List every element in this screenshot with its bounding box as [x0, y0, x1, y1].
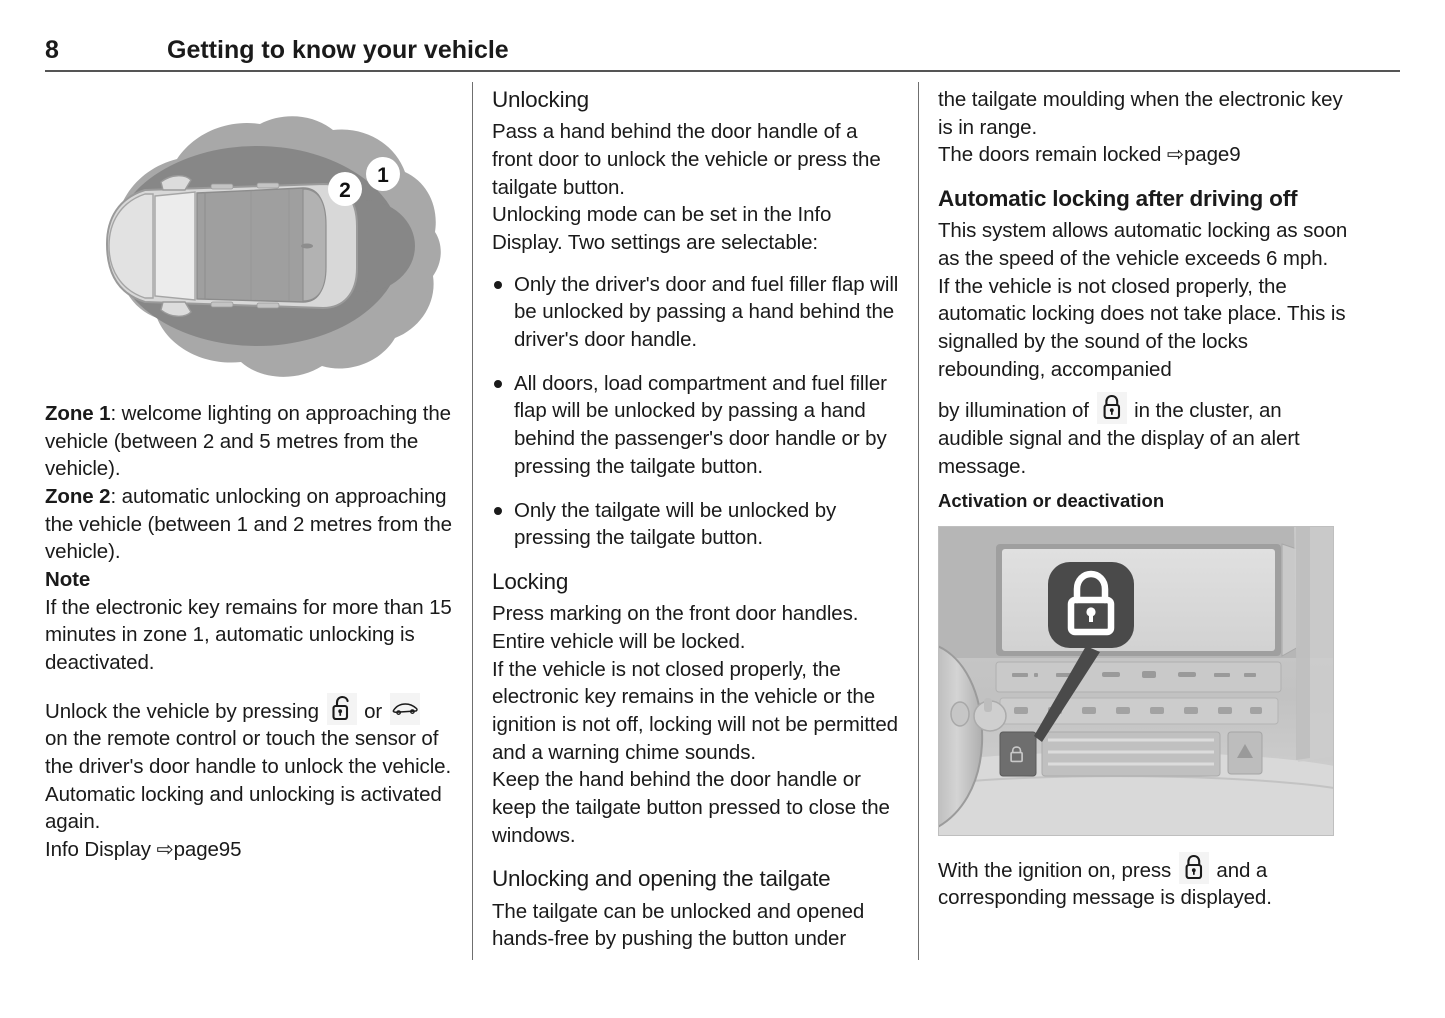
activation-heading: Activation or deactivation — [938, 489, 1165, 511]
zone-1-text: : welcome lighting on approaching the vehicle (between 2 and 5 metres from the vehicle). — [45, 402, 451, 481]
auto-lock-p3-before: by illumination of — [938, 399, 1089, 423]
locking-paragraph-2: If the vehicle is not closed properly, the electronic key remains in the vehicle or the ignition is not off, locking will not be permitted and a warning chime sounds. — [492, 657, 898, 764]
middle-column — [492, 86, 902, 953]
auto-lock-paragraph-2: If the vehicle is not closed properly, the automatic locking does not take place. This is signalled by the sound of the locks rebounding, accompanied — [938, 274, 1346, 381]
dashboard-caption — [938, 852, 1348, 912]
tailgate-paragraph-1: The tailgate can be unlocked and opened hands-free by pushing the button under — [492, 899, 865, 951]
page-header — [45, 36, 1400, 72]
padlock-closed-icon — [1179, 852, 1209, 884]
note-heading: Note — [45, 568, 91, 592]
note-text: If the electronic key remains for more than 15 minutes in zone 1, automatic unlocking is deactivated. — [45, 595, 452, 675]
svg-text:2: 2 — [339, 179, 351, 202]
doors-remain-locked-label: The doors remain locked — [938, 143, 1162, 167]
caption-before: With the ignition on, press — [938, 858, 1172, 882]
right-column — [938, 86, 1348, 912]
svg-text:1: 1 — [377, 164, 389, 187]
page-reference[interactable]: ⇨page9 — [1166, 143, 1241, 167]
car-side-icon — [390, 693, 420, 725]
info-display-label: Info Display — [45, 838, 151, 862]
auto-lock-p3-after: in the cluster, an audible signal and the display of an alert message. — [938, 399, 1300, 478]
unlocking-modes-list — [492, 271, 902, 552]
column-divider-2 — [918, 82, 919, 960]
callout-lock-badge — [1048, 562, 1134, 648]
dashboard-lock-button-photo — [938, 526, 1334, 836]
caption-after: and a corresponding message is displayed. — [938, 858, 1272, 910]
padlock-closed-icon — [1097, 392, 1127, 424]
locking-heading: Locking — [492, 568, 569, 594]
unlock-or: or — [364, 699, 383, 723]
tailgate-heading: Unlocking and opening the tailgate — [492, 866, 831, 892]
zone-2-description — [45, 483, 455, 566]
zone-callout-1 — [366, 157, 400, 191]
unlocking-paragraph-2: Unlocking mode can be set in the Info Display. Two settings are selectable: — [492, 203, 832, 255]
auto-lock-paragraph-1: This system allows automatic locking as soon as the speed of the vehicle exceeds 6 mph. — [938, 219, 1348, 271]
vehicle-zones-diagram — [45, 86, 455, 386]
column-divider-1 — [472, 82, 473, 960]
left-column — [45, 86, 455, 864]
list-item: All doors, load compartment and fuel filler flap will be unlocked by passing a hand behind the passenger's door handle or by pressing the tailgate button. — [492, 370, 902, 481]
page-number: 8 — [45, 36, 59, 64]
locking-paragraph-3: Keep the hand behind the door handle or keep the tailgate button pressed to close the windows. — [492, 768, 890, 847]
auto-lock-paragraph-3 — [938, 392, 1348, 480]
unlock-instruction-part1: Unlock the vehicle by pressing — [45, 699, 319, 723]
auto-lock-reactivation: Automatic locking and unlocking is activated again. — [45, 782, 442, 834]
chapter-title: Getting to know your vehicle — [167, 36, 509, 64]
car-top-view — [107, 176, 357, 317]
zone-1-label: Zone 1 — [45, 402, 111, 425]
tailgate-continued: the tailgate moulding when the electronic key is in range. — [938, 88, 1343, 139]
unlock-instruction-part2: on the remote control or touch the sensor of the driver's door handle to unlock the vehicle. — [45, 727, 452, 779]
dashboard-lock-button — [1000, 732, 1036, 776]
zone-1-description — [45, 400, 455, 483]
padlock-open-icon — [327, 693, 357, 725]
info-display-reference — [45, 836, 455, 864]
zone-2-text: : automatic unlocking on approaching the vehicle (between 1 and 2 metres from the vehicle). — [45, 485, 452, 564]
auto-lock-heading: Automatic locking after driving off — [938, 186, 1298, 212]
zone-callout-2 — [328, 172, 362, 206]
unlocking-heading: Unlocking — [492, 87, 590, 112]
page-reference[interactable]: ⇨page95 — [156, 838, 242, 862]
locking-paragraph-1: Press marking on the front door handles. Entire vehicle will be locked. — [492, 602, 859, 653]
unlock-instruction — [45, 693, 455, 726]
list-item: Only the driver's door and fuel filler flap will be unlocked by passing a hand behind the driver's door handle. — [492, 271, 902, 354]
zone-2-label: Zone 2 — [45, 485, 111, 509]
unlocking-paragraph-1: Pass a hand behind the door handle of a front door to unlock the vehicle or press the tailgate button. — [492, 120, 881, 199]
doors-remain-locked — [938, 141, 1348, 169]
list-item: Only the tailgate will be unlocked by pressing the tailgate button. — [492, 497, 902, 552]
